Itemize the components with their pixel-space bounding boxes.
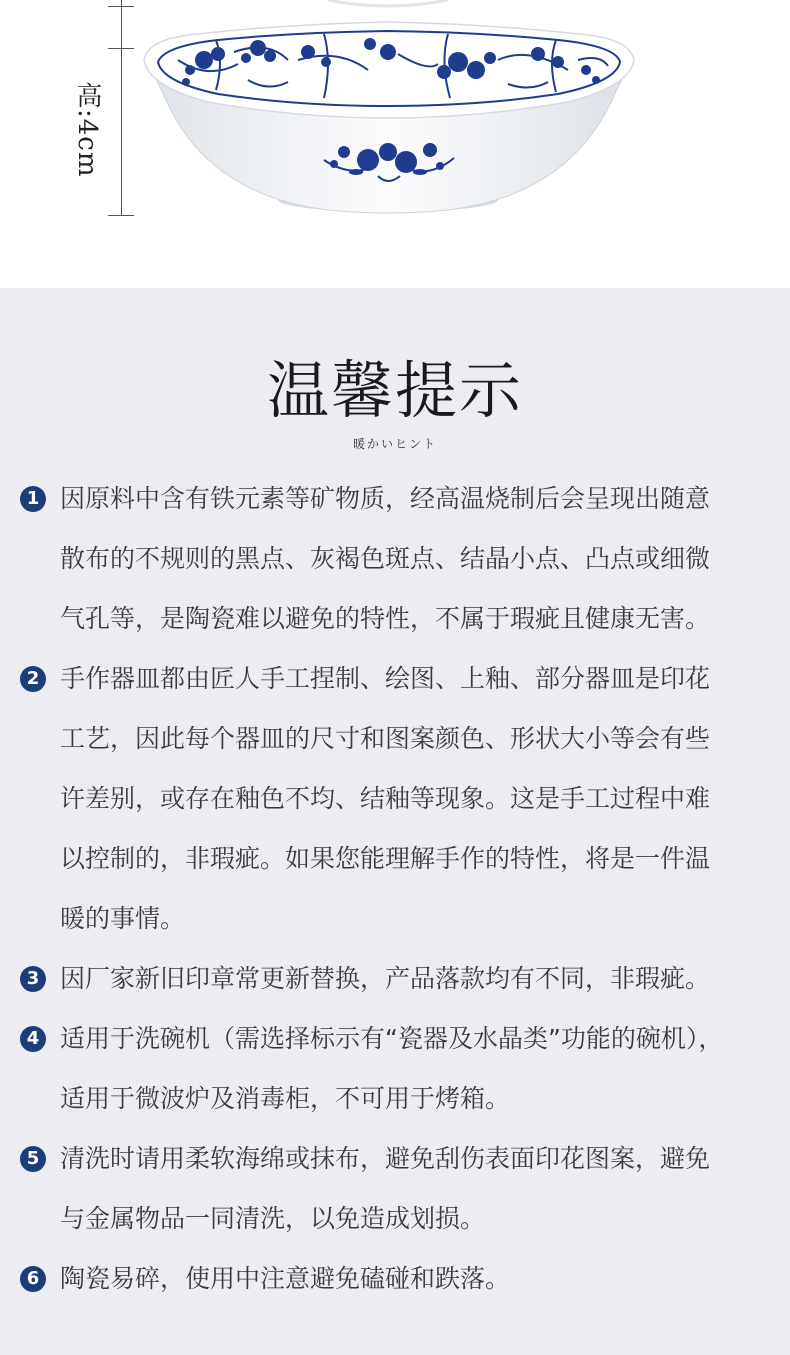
product-dimension-section [0, 0, 790, 288]
tip-line: 陶瓷易碎，使用中注意避免磕碰和跌落。 [60, 1264, 511, 1293]
tip-line: 因原料中含有铁元素等矿物质，经高温烧制后会呈现出随意 [60, 484, 711, 513]
tip-number-badge: 4 [20, 1026, 46, 1052]
dimension-tick-bottom [108, 215, 134, 216]
tip-line: 因厂家新旧印章常更新替换，产品落款均有不同，非瑕疵。 [60, 964, 711, 993]
tip-line: 散布的不规则的黑点、灰褐色斑点、结晶小点、凸点或细微 [60, 544, 711, 573]
tip-line: 工艺，因此每个器皿的尺寸和图案颜色、形状大小等会有些 [60, 724, 711, 753]
tip-number-badge: 6 [20, 1266, 46, 1292]
tip-line: 许差别，或存在釉色不均、结釉等现象。这是手工过程中难 [60, 784, 711, 813]
tip-line: 以控制的，非瑕疵。如果您能理解手作的特性，将是一件温 [60, 844, 711, 873]
notice-title: 温馨提示 [266, 354, 523, 427]
tip-text [60, 1129, 760, 1249]
tip-number-badge: 5 [20, 1146, 46, 1172]
tip-text [60, 469, 760, 649]
tip-line: 适用于微波炉及消毒柜，不可用于烤箱。 [60, 1084, 511, 1113]
tip-line: 清洗时请用柔软海绵或抹布，避免刮伤表面印花图案，避免 [60, 1144, 711, 1173]
tip-number-badge: 3 [20, 966, 46, 992]
tip-text [60, 1009, 760, 1129]
tip-line: 与金属物品一同清洗，以免造成划损。 [60, 1204, 486, 1233]
height-label: 高:4cm [72, 82, 102, 178]
tip-line: 暖的事情。 [60, 904, 186, 933]
dimension-tick [108, 6, 134, 7]
tip-number-badge: 2 [20, 666, 46, 692]
tip-text [60, 1249, 760, 1309]
bowl-image [138, 0, 648, 225]
notice-panel [0, 288, 790, 1355]
notice-subtitle: 暖かいヒント [352, 437, 437, 451]
height-dimension-line [121, 0, 122, 216]
tip-text [60, 649, 760, 949]
plate-edge-decoration [328, 0, 448, 6]
tip-line: 手作器皿都由匠人手工捏制、绘图、上釉、部分器皿是印花 [60, 664, 711, 693]
tip-text [60, 949, 760, 1009]
dimension-tick-top [108, 48, 134, 49]
tip-number-badge: 1 [20, 486, 46, 512]
tip-line: 适用于洗碗机（需选择标示有“瓷器及水晶类”功能的碗机）， [60, 1024, 724, 1053]
tip-line: 气孔等，是陶瓷难以避免的特性，不属于瑕疵且健康无害。 [60, 604, 711, 633]
